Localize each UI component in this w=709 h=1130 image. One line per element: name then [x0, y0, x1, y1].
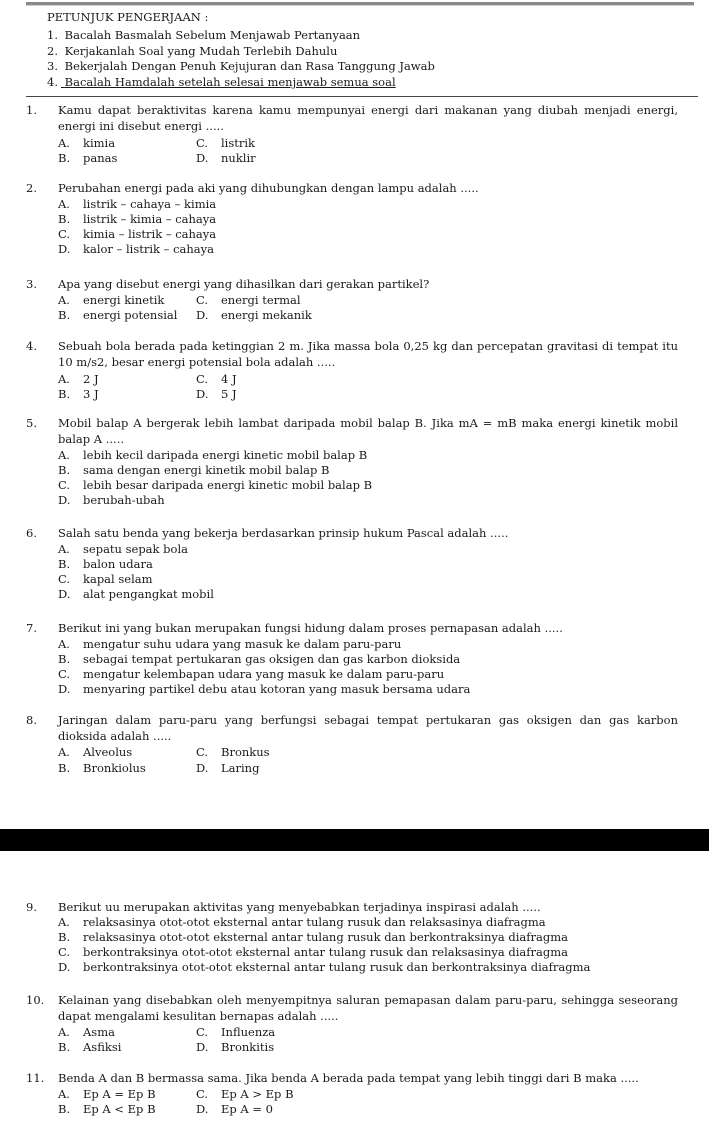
instruction-item: 1. Bacalah Basmalah Sebelum Menjawab Pertanyaan [47, 28, 361, 42]
option-b[interactable]: B. 3 J [58, 387, 99, 401]
option-c[interactable]: C. kapal selam [58, 572, 153, 586]
question-stem: Apa yang disebut energi yang dihasilkan dari gerakan partikel? [58, 277, 430, 291]
question-number: 7. [26, 621, 37, 635]
question-number: 9. [26, 900, 37, 914]
option-c[interactable]: C. lebih besar daripada energi kinetic mobil balap B [58, 478, 373, 492]
question-stem: Perubahan energi pada aki yang dihubungkan dengan lampu adalah ..... [58, 181, 479, 195]
option-a[interactable]: A. Ep A = Ep B [58, 1087, 156, 1101]
option-d[interactable]: D. nuklir [196, 151, 256, 165]
question-stem: Berikut uu merupakan aktivitas yang menyebabkan terjadinya inspirasi adalah ..... [58, 900, 541, 914]
question-number: 4. [26, 339, 37, 353]
question-number: 1. [26, 103, 37, 117]
question-number: 10. [26, 993, 45, 1007]
question-stem: Mobil balap A bergerak lebih lambat daripada mobil balap B. Jika mA = mB maka energi kinetik mobil balap A ..... [58, 416, 678, 446]
option-b[interactable]: B. listrik – kimia – cahaya [58, 212, 217, 226]
question-stem: Berikut ini yang bukan merupakan fungsi hidung dalam proses pernapasan adalah ..... [58, 621, 563, 635]
question-number: 11. [26, 1071, 45, 1085]
option-c[interactable]: C. energi termal [196, 293, 301, 307]
option-b[interactable]: B. Ep A < Ep B [58, 1102, 156, 1116]
instructions-title: PETUNJUK PENGERJAAN : [47, 10, 209, 24]
option-a[interactable]: A. energi kinetik [58, 293, 165, 307]
option-b[interactable]: B. relaksasinya otot-otot eksternal antar tulang rusuk dan berkontraksinya diafragma [58, 930, 568, 944]
question-stem: Benda A dan B bermassa sama. Jika benda A berada pada tempat yang lebih tinggi dari B maka ..... [58, 1071, 639, 1085]
instructions-list [47, 28, 435, 90]
option-c[interactable]: C. listrik [196, 136, 256, 150]
question-stem: Kelainan yang disebabkan oleh menyempitnya saluran pemapasan dalam paru-paru, sehingga seseorang dapat mengalami kesulitan bernapas adalah ..... [58, 993, 678, 1023]
question-stem: Sebuah bola berada pada ketinggian 2 m. Jika massa bola 0,25 kg dan percepatan gravitasi di tempat itu 10 m/s2, besar energi potensial bola adalah ..... [58, 339, 678, 369]
option-b[interactable]: B. energi potensial [58, 308, 178, 322]
option-c[interactable]: C. mengatur kelembapan udara yang masuk ke dalam paru-paru [58, 667, 445, 681]
option-b[interactable]: B. Asfiksi [58, 1040, 122, 1054]
question-stem: Jaringan dalam paru-paru yang berfungsi sebagai tempat pertukaran gas oksigen dan gas karbon dioksida adalah ..... [58, 713, 678, 743]
option-a[interactable]: A. listrik – cahaya – kimia [58, 197, 217, 211]
option-d[interactable]: D. menyaring partikel debu atau kotoran yang masuk bersama udara [58, 682, 471, 696]
option-a[interactable]: A. kimia [58, 136, 116, 150]
option-c[interactable]: C. Influenza [196, 1025, 276, 1039]
option-b[interactable]: B. sebagai tempat pertukaran gas oksigen dan gas karbon dioksida [58, 652, 461, 666]
question-stem: Salah satu benda yang bekerja berdasarkan prinsip hukum Pascal adalah ..... [58, 526, 509, 540]
question-number: 3. [26, 277, 37, 291]
instruction-item: 2. Kerjakanlah Soal yang Mudah Terlebih Dahulu [47, 43, 338, 58]
option-d[interactable]: D. Laring [196, 761, 260, 775]
option-a[interactable]: A. mengatur suhu udara yang masuk ke dalam paru-paru [58, 637, 402, 651]
option-d[interactable]: D. 5 J [196, 387, 237, 401]
divider [26, 96, 698, 97]
page-separator-band [0, 829, 709, 851]
option-b[interactable]: B. balon udara [58, 557, 153, 571]
option-a[interactable]: A. Alveolus [58, 745, 133, 759]
option-a[interactable]: A. lebih kecil daripada energi kinetic mobil balap B [58, 448, 368, 462]
option-a[interactable]: A. 2 J [58, 372, 99, 386]
option-d[interactable]: D. kalor – listrik – cahaya [58, 242, 214, 256]
question-number: 6. [26, 526, 37, 540]
option-b[interactable]: B. Bronkiolus [58, 761, 146, 775]
option-c[interactable]: C. 4 J [196, 372, 237, 386]
option-c[interactable]: C. kimia – listrik – cahaya [58, 227, 217, 241]
option-c[interactable]: C. Ep A > Ep B [196, 1087, 294, 1101]
instruction-item: 4. Bacalah Hamdalah setelah selesai menjawab semua soal [47, 74, 396, 89]
question-number: 5. [26, 416, 37, 430]
option-d[interactable]: D. alat pengangkat mobil [58, 587, 214, 601]
option-c[interactable]: C. berkontraksinya otot-otot eksternal antar tulang rusuk dan relaksasinya diafragma [58, 945, 568, 959]
option-d[interactable]: D. Bronkitis [196, 1040, 275, 1054]
option-a[interactable]: A. Asma [58, 1025, 115, 1039]
option-a[interactable]: A. relaksasinya otot-otot eksternal antar tulang rusuk dan relaksasinya diafragma [58, 915, 546, 929]
question-stem: Kamu dapat beraktivitas karena kamu mempunyai energi dari makanan yang diubah menjadi energi, energi ini disebut energi ..... [58, 103, 678, 133]
question-number: 8. [26, 713, 37, 727]
option-d[interactable]: D. Ep A = 0 [196, 1102, 273, 1116]
top-border-shadow [26, 5, 694, 6]
option-d[interactable]: D. berkontraksinya otot-otot eksternal antar tulang rusuk dan berkontraksinya diafragma [58, 960, 591, 974]
option-a[interactable]: A. sepatu sepak bola [58, 542, 188, 556]
instruction-item: 3. Bekerjalah Dengan Penuh Kejujuran dan Rasa Tanggung Jawab [47, 59, 435, 74]
option-d[interactable]: D. energi mekanik [196, 308, 312, 322]
option-c[interactable]: C. Bronkus [196, 745, 270, 759]
option-b[interactable]: B. sama dengan energi kinetik mobil balap B [58, 463, 330, 477]
option-b[interactable]: B. panas [58, 151, 118, 165]
question-number: 2. [26, 181, 37, 195]
option-d[interactable]: D. berubah-ubah [58, 493, 165, 507]
